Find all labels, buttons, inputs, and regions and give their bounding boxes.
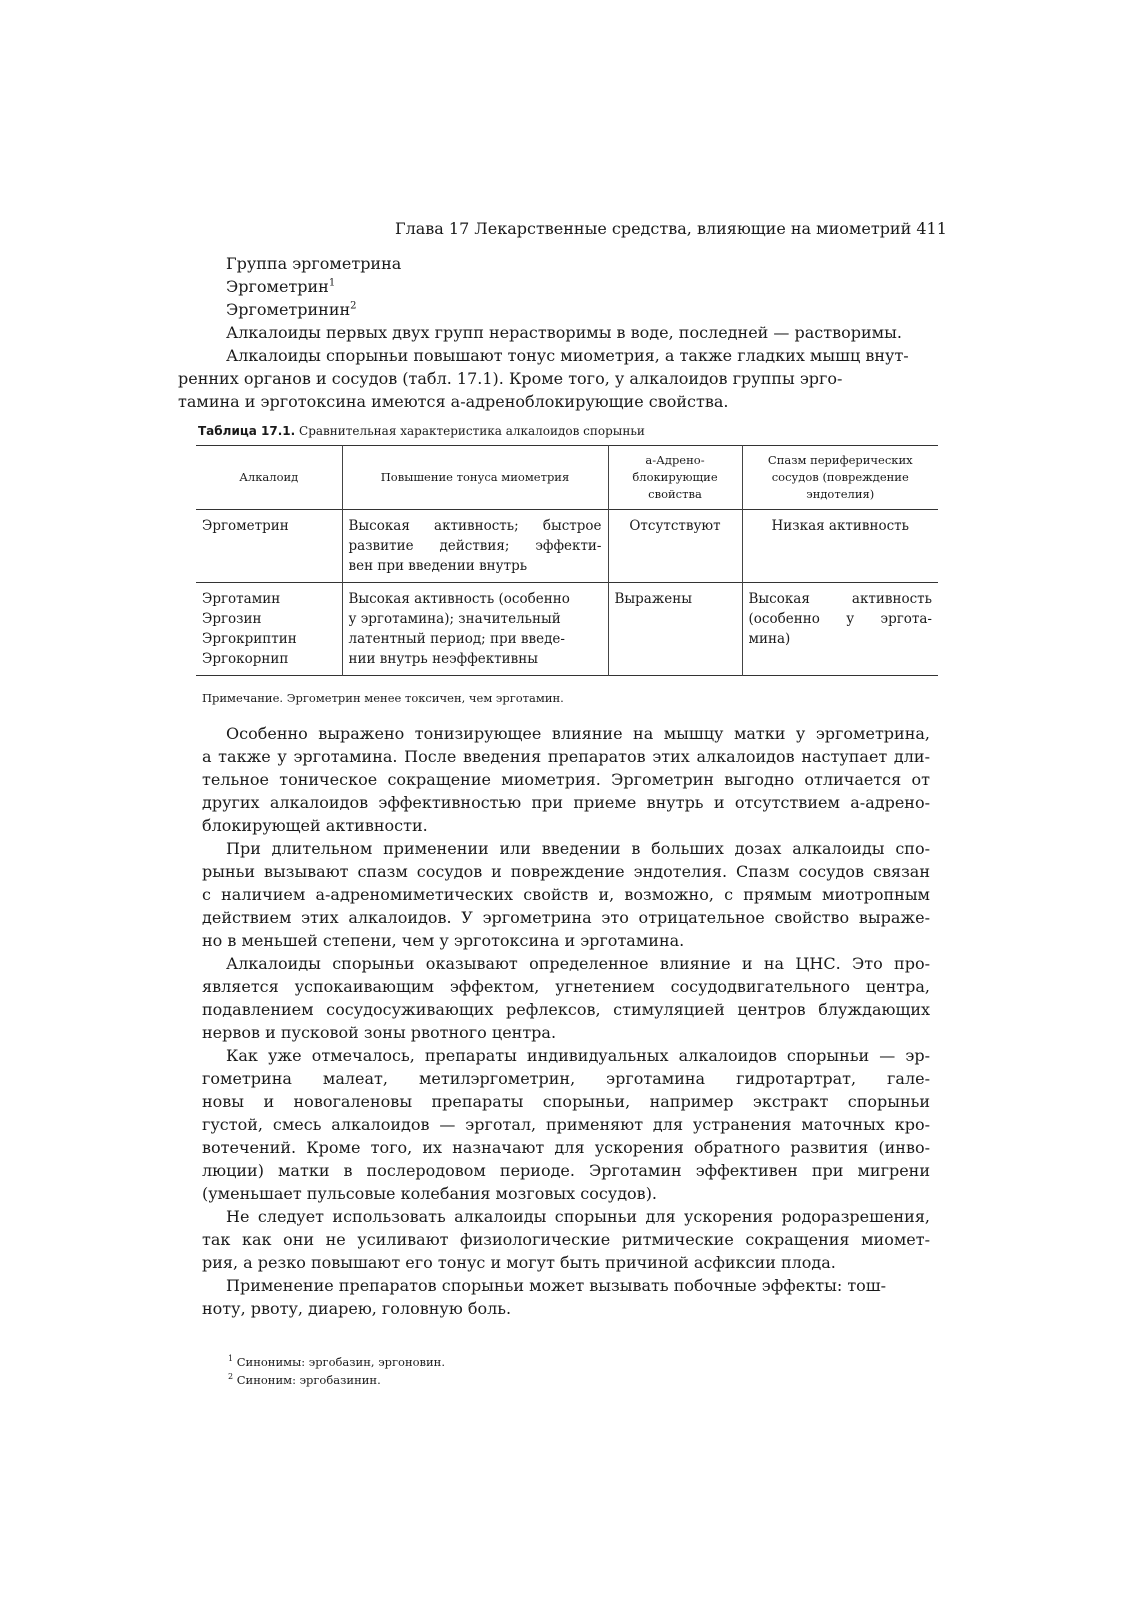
footnote-mark: 2: [228, 1372, 234, 1382]
table-note: Примечание. Эргометрин менее токсичен, чем эрготамин.: [202, 691, 564, 705]
footnote: [228, 1353, 445, 1371]
footnote-text: Синонимы: эргобазин, эргоновин.: [233, 1355, 446, 1369]
alkaloid-name: Эргокорнип: [202, 651, 289, 667]
text-line: новы и новогаленовы препараты спорыньи, например экстракт спорыньи: [202, 1092, 930, 1111]
group-title: Группа эргометрина: [226, 254, 402, 273]
table-row: [196, 583, 938, 676]
item-name: Эргометринин: [226, 300, 351, 319]
cell-line: у эрготамина); значительный: [348, 611, 561, 627]
text-line: блокирующей активности.: [202, 816, 428, 835]
text-line: ренних органов и сосудов (табл. 17.1). Кроме того, у алкалоидов группы эрго-: [178, 369, 843, 388]
cell-spasm: [742, 583, 938, 676]
table-caption-text: Сравнительная характеристика алкалоидов спорыньи: [295, 424, 645, 438]
item-name: Эргометрин: [226, 277, 329, 296]
text-line: вотечений. Кроме того, их назначают для ускорения обратного развития (инво-: [202, 1138, 930, 1157]
text-line: так как они не усиливают физиологические ритмические сокращения миомет-: [202, 1230, 930, 1249]
header-line: Алкалоид: [239, 470, 299, 484]
cell-line: латентный период; при введе-: [348, 631, 565, 647]
cell-spasm: [742, 510, 938, 583]
paragraph: [202, 1205, 930, 1274]
header-line: сосудов (повреждение: [771, 470, 909, 484]
text-line: Алкалоиды спорыньи повышают тонус миометрия, а также гладких мышц внут-: [226, 346, 909, 365]
footnote-mark: 1: [228, 1354, 234, 1364]
text-line: Не следует использовать алкалоиды спорыньи для ускорения родоразрешения,: [226, 1207, 930, 1226]
paragraph: [202, 837, 930, 952]
cell-line: нии внутрь неэффективны: [348, 651, 538, 667]
header-alkaloid: [196, 446, 342, 510]
table-caption: [198, 423, 938, 439]
alkaloid-name: Эргометрин: [202, 518, 289, 534]
alkaloid-name: Эргозин: [202, 611, 262, 627]
running-header: Глава 17 Лекарственные средства, влияющие на миометрий 411: [395, 219, 947, 238]
header-line: Спазм периферических: [767, 453, 913, 467]
text-line: ноту, рвоту, диарею, головную боль.: [202, 1299, 512, 1318]
intro-section: [178, 252, 932, 413]
text-line: является успокаивающим эффектом, угнетением сосудодвигательного центра,: [202, 977, 930, 996]
header-alpha-blocking: [608, 446, 742, 510]
text-line: Применение препаратов спорыньи может вызывать побочные эффекты: тош-: [226, 1276, 887, 1295]
paragraph: [202, 1044, 930, 1205]
header-line: Повышение тонуса миометрия: [380, 470, 570, 484]
alkaloid-name: Эрготамин: [202, 591, 281, 607]
cell-line: Высокая активность (особенно: [348, 591, 570, 607]
cell-alpha: Выражены: [608, 583, 742, 676]
text-line: При длительном применении или введении в больших дозах алкалоиды спо-: [226, 839, 930, 858]
cell-line: (особенно у эргота-: [748, 611, 932, 627]
footnote: [228, 1371, 445, 1389]
text-line: гометрина малеат, метилэргометрин, эрготамина гидротартрат, гале-: [202, 1069, 930, 1088]
text-line: (уменьшает пульсовые колебания мозговых сосудов).: [202, 1184, 658, 1203]
cell-line: Высокая активность: [748, 591, 932, 607]
text-line: рия, а резко повышают его тонус и могут быть причиной асфиксии плода.: [202, 1253, 836, 1272]
table-row: [196, 510, 938, 583]
footnote-mark: 2: [350, 300, 357, 312]
list-item: [202, 298, 932, 321]
footnotes: [228, 1353, 445, 1389]
header-line: эндотелия): [806, 487, 875, 501]
text-line: с наличием а-адреномиметических свойств и, возможно, с прямым миотропным: [202, 885, 930, 904]
header-line: свойства: [648, 487, 702, 501]
cell-line: Высокая активность; быстрое: [348, 518, 602, 534]
paragraph: [202, 722, 930, 837]
cell-alkaloids: [196, 510, 342, 583]
cell-line: Низкая активность: [771, 518, 909, 534]
alkaloid-name: Эргокриптин: [202, 631, 297, 647]
text-line: других алкалоидов эффективностью при приеме внутрь и отсутствием а-адрено-: [202, 793, 930, 812]
cell-tone: [342, 510, 608, 583]
header-line: блокирующие: [632, 470, 718, 484]
table-caption-label: Таблица 17.1.: [198, 424, 296, 438]
table-header-row: [196, 446, 938, 510]
footnote-mark: 1: [328, 277, 336, 289]
paragraph: [202, 1274, 930, 1320]
cell-tone: [342, 583, 608, 676]
header-tone: [342, 446, 608, 510]
text-line: Алкалоиды спорыньи оказывают определенное влияние и на ЦНС. Это про-: [226, 954, 930, 973]
cell-alpha: Отсутствуют: [608, 510, 742, 583]
paragraph: [202, 952, 930, 1044]
text-line: густой, смесь алкалоидов — эрготал, применяют для устранения маточных кро-: [202, 1115, 930, 1134]
text-line: нервов и пусковой зоны рвотного центра.: [202, 1023, 557, 1042]
text-line: а также у эрготамина. После введения препаратов этих алкалоидов наступает дли-: [202, 747, 930, 766]
alkaloid-comparison-table: [196, 445, 938, 676]
header-line: а-Адрено-: [645, 453, 705, 467]
body-text: [202, 722, 930, 1320]
text-line: но в меньшей степени, чем у эрготоксина и эрготамина.: [202, 931, 685, 950]
text-line: люции) матки в послеродовом периоде. Эрготамин эффективен при мигрени: [202, 1161, 930, 1180]
text-line: Как уже отмечалось, препараты индивидуальных алкалоидов спорыньи — эр-: [226, 1046, 930, 1065]
intro-paragraph-2: [178, 344, 932, 413]
text-line: тельное тоническое сокращение миометрия. Эргометрин выгодно отличается от: [202, 770, 930, 789]
text-line: рыньи вызывают спазм сосудов и повреждение эндотелия. Спазм сосудов связан: [202, 862, 930, 881]
text-line: Особенно выражено тонизирующее влияние на мышцу матки у эргометрина,: [226, 724, 930, 743]
text-line: тамина и эрготоксина имеются а-адреноблокирующие свойства.: [178, 392, 729, 411]
footnote-text: Синоним: эргобазинин.: [233, 1373, 381, 1387]
list-item: [202, 275, 932, 298]
cell-line: развитие действия; эффекти-: [348, 538, 602, 554]
cell-line: вен при введении внутрь: [348, 558, 528, 574]
text-line: действием этих алкалоидов. У эргометрина это отрицательное свойство выраже-: [202, 908, 930, 927]
cell-line: мина): [748, 631, 791, 647]
cell-alkaloids: [196, 583, 342, 676]
header-spasm: [742, 446, 938, 510]
text-line: подавлением сосудосуживающих рефлексов, стимуляцией центров блуждающих: [202, 1000, 930, 1019]
intro-paragraph-1: Алкалоиды первых двух групп нерастворимы в воде, последней — растворимы.: [226, 323, 902, 342]
